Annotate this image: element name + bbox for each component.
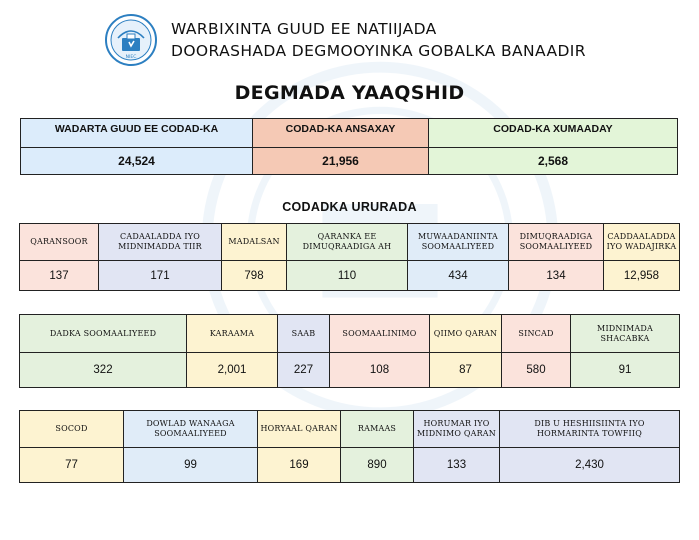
- party-name: MADALSAN: [222, 224, 287, 261]
- party-votes: 12,958: [604, 261, 680, 291]
- total-votes-label: WADARTA GUUD EE CODAD-KA: [21, 119, 253, 148]
- party-table-1: [19, 223, 680, 291]
- valid-votes-label: CODAD-KA ANSAXAY: [253, 119, 429, 148]
- party-name: MUWAADANIINTA SOOMAALIYEED: [408, 224, 509, 261]
- report-title-line-2: DOORASHADA DEGMOOYINKA GOBALKA BANAADIR: [171, 42, 586, 60]
- party-name: DOWLAD WANAAGA SOOMAALIYEED: [124, 411, 258, 448]
- party-name: DIMUQRAADIGA SOOMAALIYEED: [509, 224, 604, 261]
- party-name: CADDAALADDA IYO WADAJIRKA: [604, 224, 680, 261]
- party-votes: 434: [408, 261, 509, 291]
- party-votes: 87: [430, 353, 502, 388]
- party-name: RAMAAS: [341, 411, 414, 448]
- logo-text: NIEC: [125, 55, 137, 60]
- party-name: SOOMAALINIMO: [330, 315, 430, 353]
- report-header: [105, 12, 586, 68]
- party-name: DIB U HESHIISIINTA IYO HORMARINTA TOWFIIQ: [500, 411, 680, 448]
- district-title: DEGMADA YAAQSHID: [234, 82, 465, 104]
- commission-logo: [105, 14, 157, 66]
- party-votes: 110: [287, 261, 408, 291]
- party-name: HORUMAR IYO MIDNIMO QARAN: [414, 411, 500, 448]
- party-votes: 171: [99, 261, 222, 291]
- party-name: SAAB: [278, 315, 330, 353]
- invalid-votes-label: CODAD-KA XUMAADAY: [429, 119, 678, 148]
- party-votes: 137: [20, 261, 99, 291]
- party-votes-title: CODADKA URURADA: [282, 200, 417, 214]
- valid-votes-value: 21,956: [253, 148, 429, 175]
- party-votes: 99: [124, 448, 258, 483]
- party-name: CADAALADDA IYO MIDNIMADDA TIIR: [99, 224, 222, 261]
- party-name: QIIMO QARAN: [430, 315, 502, 353]
- total-votes-value: 24,524: [21, 148, 253, 175]
- party-votes: 2,430: [500, 448, 680, 483]
- party-votes: 108: [330, 353, 430, 388]
- party-name: SINCAD: [502, 315, 571, 353]
- party-name: KARAAMA: [187, 315, 278, 353]
- party-name: DADKA SOOMAALIYEED: [20, 315, 187, 353]
- party-votes: 2,001: [187, 353, 278, 388]
- party-table-2: [19, 314, 680, 388]
- party-name: MIDNIMADA SHACABKA: [571, 315, 680, 353]
- report-title-line-1: WARBIXINTA GUUD EE NATIIJADA: [171, 20, 437, 38]
- invalid-votes-value: 2,568: [429, 148, 678, 175]
- party-votes: 133: [414, 448, 500, 483]
- party-name: HORYAAL QARAN: [258, 411, 341, 448]
- party-votes: 134: [509, 261, 604, 291]
- party-votes: 798: [222, 261, 287, 291]
- party-votes: 169: [258, 448, 341, 483]
- party-name: QARANSOOR: [20, 224, 99, 261]
- party-votes: 77: [20, 448, 124, 483]
- party-table-3: [19, 410, 680, 483]
- party-name: SOCOD: [20, 411, 124, 448]
- party-votes: 890: [341, 448, 414, 483]
- party-votes: 580: [502, 353, 571, 388]
- party-votes: 227: [278, 353, 330, 388]
- party-name: QARANKA EE DIMUQRAADIGA AH: [287, 224, 408, 261]
- summary-table: [20, 118, 678, 175]
- party-votes: 91: [571, 353, 680, 388]
- party-votes: 322: [20, 353, 187, 388]
